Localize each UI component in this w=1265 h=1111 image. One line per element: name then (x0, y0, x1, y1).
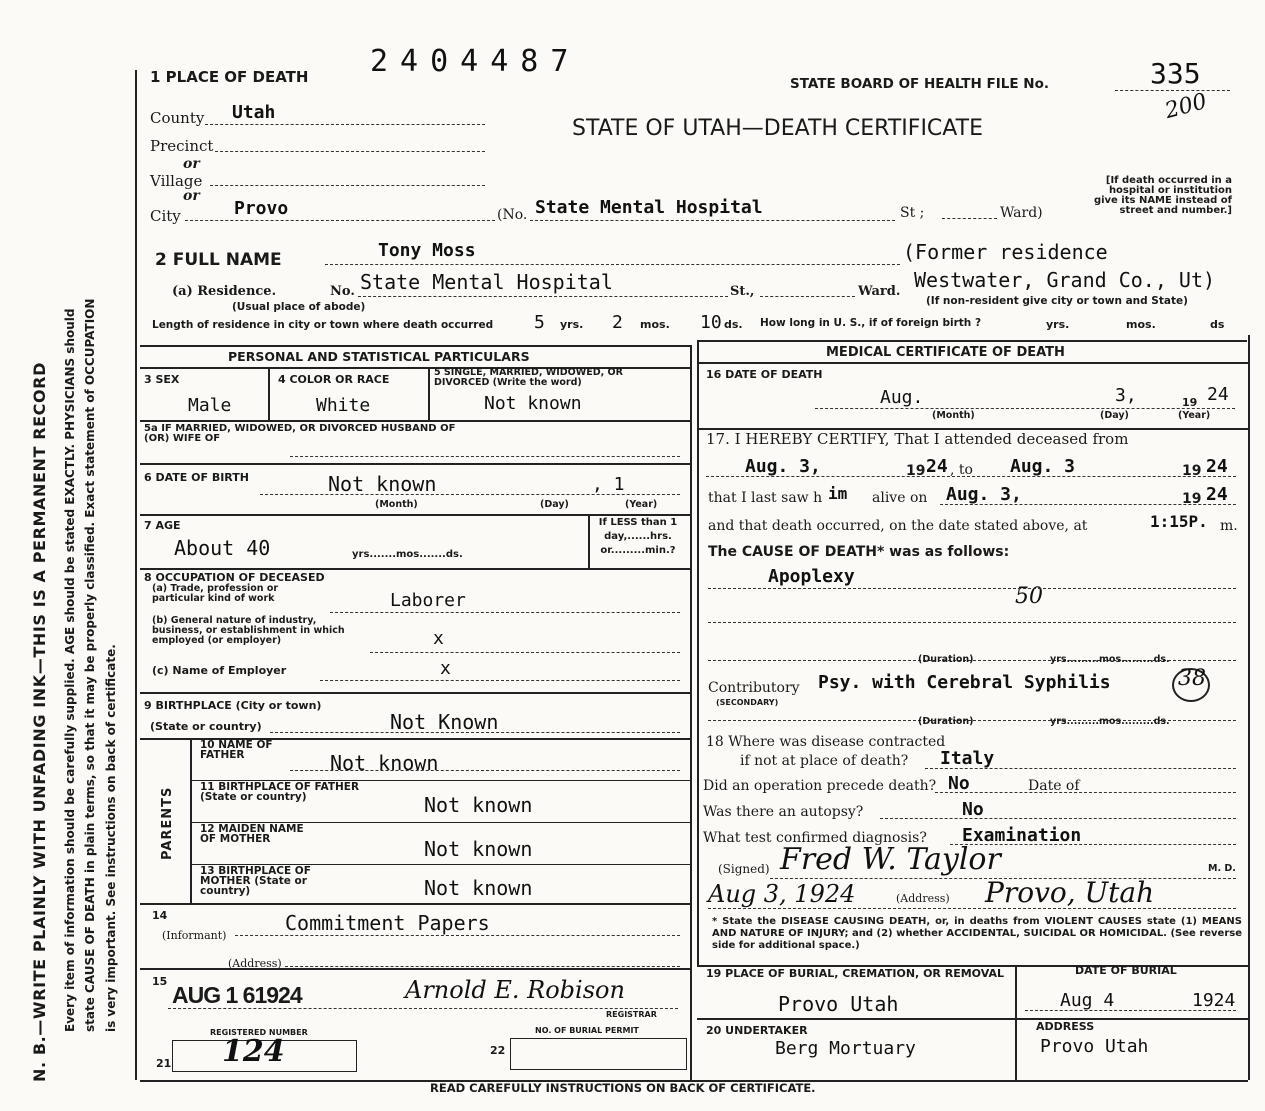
operation-date-label: Date of (1028, 778, 1080, 794)
certify-statement: 17. I HEREBY CERTIFY, That I attended deceased from (706, 430, 1129, 448)
nonresident-note: (If non-resident give city or town and State) (926, 295, 1188, 307)
attended-from: Aug. 3, (745, 456, 821, 477)
test-label: What test confirmed diagnosis? (703, 830, 927, 846)
time-of-death: 1:15P. (1150, 512, 1208, 531)
residence-years: 5 (534, 312, 545, 333)
autopsy-line (880, 818, 1236, 819)
occupation-b-value: x (433, 628, 444, 649)
father-label: 10 NAME OF FATHER (200, 739, 273, 761)
row-line (697, 362, 1248, 364)
ward-line (942, 218, 997, 219)
burial-permit-box (510, 1038, 687, 1070)
registrar-line (168, 1008, 678, 1009)
contrib-duration-units: yrs.........mos.........ds. (1050, 716, 1170, 727)
occupation-value: Laborer (390, 590, 466, 611)
or-label: or (183, 156, 200, 172)
full-name-line (325, 264, 900, 265)
dob-label: 6 DATE OF BIRTH (144, 471, 249, 484)
attended-from-19: 19 (906, 463, 926, 479)
section-divider-top (140, 345, 690, 347)
form-right-border (1248, 335, 1250, 1080)
former-residence-value: Westwater, Grand Co., Ut) (914, 268, 1216, 292)
date-of-death-month: Aug. (880, 387, 924, 408)
father-birthplace-value: Not known (424, 793, 533, 817)
dob-month-caption: (Month) (375, 499, 418, 510)
certificate-title: STATE OF UTAH—DEATH CERTIFICATE (572, 116, 983, 141)
color-value: White (316, 395, 371, 416)
dod-month-caption: (Month) (932, 410, 975, 421)
spouse-line (290, 456, 680, 457)
burial-address-label: ADDRESS (1036, 1020, 1095, 1033)
burial-permit-label: NO. OF BURIAL PERMIT (535, 1026, 639, 1035)
column-divider (690, 345, 692, 1080)
cause-duration-units: yrs.........mos.........ds. (1050, 654, 1170, 665)
autopsy-value: No (962, 799, 984, 820)
usual-abode-note: (Usual place of abode) (232, 301, 366, 313)
father-birthplace-label: 11 BIRTHPLACE OF FATHER (State or country) (200, 781, 360, 803)
informant-number: 14 (152, 909, 168, 922)
filed-number: 15 (152, 975, 168, 988)
date-of-death-day: 3, (1115, 385, 1137, 406)
certificate-number: 2404487 (370, 44, 581, 79)
autopsy-label: Was there an autopsy? (703, 804, 864, 820)
signature-address-label: (Address) (896, 892, 950, 905)
contributory-value: Psy. with Cerebral Syphilis (818, 672, 1111, 693)
physician-signature: Fred W. Taylor (780, 842, 1001, 877)
date-of-death-19: 19 (1182, 396, 1198, 409)
cause-mark: 50 (1015, 584, 1043, 609)
column-divider-right (697, 340, 699, 965)
informant-address-label: (Address) (228, 957, 282, 970)
burial-date-value: Aug 4 (1060, 990, 1115, 1011)
item-22: 22 (490, 1044, 506, 1057)
signed-label: (Signed) (718, 862, 770, 876)
cause-duration-caption: (Duration) (918, 654, 974, 665)
marital-value: Not known (484, 393, 582, 414)
residence-days: 10 (700, 312, 722, 333)
medical-heading: MEDICAL CERTIFICATE OF DEATH (826, 345, 1065, 360)
file-note: 200 (1162, 88, 1210, 125)
informant-address-line (285, 966, 680, 967)
cell-divider (428, 367, 430, 420)
less-than-day-label: If LESS than 1 day,......hrs. or.........min.? (598, 517, 678, 556)
yrs-label: yrs. (560, 318, 584, 331)
file-number: 335 (1150, 57, 1201, 90)
personal-heading: PERSONAL AND STATISTICAL PARTICULARS (228, 349, 530, 364)
operation-value: No (948, 773, 970, 794)
mother-birthplace-label: 13 BIRTHPLACE OF MOTHER (State or country) (200, 865, 311, 897)
margin-instruction-4: is very important. See instructions on back of certificate. (104, 644, 118, 1032)
margin-instruction-2: Every item of information should be carefully supplied. AGE should be stated EXACTLY. PHYSICIANS should (63, 308, 77, 1032)
occupation-b-label: (b) General nature of industry, business, or establishment in which employed (or employer) (152, 615, 345, 646)
attended-to-year: 24 (1206, 456, 1228, 477)
father-value: Not known (330, 751, 439, 775)
date-of-death-year: 24 (1207, 384, 1229, 405)
occupation-line (330, 612, 680, 613)
residence-line (358, 296, 728, 297)
burial-address-value: Provo Utah (1040, 1036, 1149, 1057)
age-label: 7 AGE (144, 519, 181, 532)
residence-no-label: No. (330, 284, 355, 299)
time-suffix: m. (1220, 518, 1238, 534)
former-residence-label: (Former residence (903, 240, 1108, 264)
row-line (140, 420, 690, 422)
precinct-label: Precinct (150, 137, 214, 155)
dod-year-caption: (Year) (1178, 410, 1211, 421)
street-line (530, 220, 895, 221)
form-left-border (135, 70, 137, 1080)
st-label: St ; (900, 205, 925, 221)
cause-of-death-label: The CAUSE OF DEATH* was as follows: (708, 544, 1010, 560)
signature-address: Provo, Utah (985, 876, 1155, 909)
informant-label: (Informant) (162, 929, 227, 942)
city-label: City (150, 207, 181, 225)
where-value: Italy (940, 748, 995, 769)
spouse-label: 5a IF MARRIED, WIDOWED, OR DIVORCED HUSBAND OF (OR) WIFE OF (144, 423, 456, 444)
filed-stamp: AUG 1 61924 (172, 982, 302, 1008)
last-saw-him: im (828, 484, 848, 503)
undertaker-label: 20 UNDERTAKER (706, 1024, 808, 1037)
secondary-caption: (SECONDARY) (716, 698, 779, 707)
village-line (210, 185, 485, 186)
cause-footnote: * State the DISEASE CAUSING DEATH, or, in deaths from VIOLENT CAUSES state (1) MEANS AND NATURE OF INJURY; and (2) whether ACCIDENTAL, SUICIDAL OR HOMICIDAL. (See reverse side for additional space.) (712, 916, 1242, 951)
parents-divider (190, 738, 192, 903)
informant-value: Commitment Papers (285, 911, 490, 935)
burial-place-label: 19 PLACE OF BURIAL, CREMATION, OR REMOVAL (706, 967, 1004, 980)
age-units: yrs.......mos.......ds. (352, 549, 463, 560)
or-label: or (183, 188, 200, 204)
attended-to: Aug. 3 (1010, 456, 1076, 477)
city-line (185, 220, 495, 221)
registrar-label: REGISTRAR (606, 1010, 657, 1019)
hospital-note: [If death occurred in a hospital or institution give its NAME instead of street and number.] (1093, 175, 1232, 216)
mos-label: mos. (640, 318, 670, 331)
informant-line (235, 935, 680, 936)
alive-on-label: alive on (872, 490, 928, 506)
dod-day-caption: (Day) (1100, 410, 1129, 421)
color-label: 4 COLOR OR RACE (278, 373, 390, 386)
sex-value: Male (188, 395, 232, 416)
where-contracted-label: 18 Where was disease contracted (706, 734, 946, 750)
mother-label: 12 MAIDEN NAME OF MOTHER (200, 823, 304, 845)
mother-value: Not known (424, 837, 533, 861)
footer-instruction: READ CAREFULLY INSTRUCTIONS ON BACK OF CERTIFICATE. (430, 1081, 816, 1095)
cell-divider (1015, 965, 1017, 1080)
if-not-at-place-label: if not at place of death? (740, 753, 909, 769)
place-of-death-label: 1 PLACE OF DEATH (150, 68, 309, 86)
length-of-residence-label: Length of residence in city or town where death occurred (152, 319, 494, 331)
street-value: State Mental Hospital (535, 197, 763, 218)
ward-label: Ward) (1000, 205, 1043, 221)
dob-year-caption: (Year) (625, 499, 658, 510)
age-value: About 40 (174, 536, 271, 560)
county-value: Utah (232, 102, 276, 123)
death-occurred-label: and that death occurred, on the date stated above, at (708, 518, 1088, 534)
birthplace-label: 9 BIRTHPLACE (City or town) (144, 699, 322, 712)
attended-to-19: 19 (1182, 463, 1202, 479)
contributory-label: Contributory (708, 680, 800, 696)
residence-st-label: St., (730, 284, 755, 299)
village-label: Village (150, 172, 203, 190)
contrib-duration-caption: (Duration) (918, 716, 974, 727)
dob-value: Not known (328, 472, 437, 496)
occupation-a-label: (a) Trade, profession or particular kind of work (152, 583, 279, 604)
row-line (697, 1018, 1248, 1020)
cell-divider (588, 514, 590, 568)
last-saw-year: 24 (1206, 484, 1228, 505)
registered-number-label: REGISTERED NUMBER (210, 1028, 308, 1037)
date-of-death-line (815, 408, 1235, 409)
city-value: Provo (234, 198, 289, 219)
item-21: 21 (156, 1057, 172, 1070)
row-line (140, 463, 690, 465)
residence-ward-label: Ward. (858, 284, 901, 299)
residence-value: State Mental Hospital (360, 270, 613, 294)
operation-label: Did an operation precede death? (703, 778, 937, 794)
us-residence-label: How long in U. S., if of foreign birth ? (760, 317, 982, 329)
address-line (708, 908, 1236, 909)
us-mos-label: mos. (1126, 318, 1156, 331)
registered-number-value: 124 (222, 1034, 285, 1069)
residence-ward-line (760, 296, 855, 297)
cause-line-2 (708, 622, 1236, 623)
circled-code-value: 38 (1178, 666, 1206, 691)
test-value: Examination (962, 825, 1082, 846)
registrar-signature: Arnold E. Robison (405, 976, 625, 1004)
undertaker-value: Berg Mortuary (775, 1038, 916, 1059)
full-name-label: 2 FULL NAME (155, 250, 282, 270)
dob-day-caption: (Day) (540, 499, 569, 510)
signature-date: Aug 3, 1924 (708, 880, 856, 908)
us-ds-label: ds (1210, 318, 1225, 331)
cell-divider (268, 367, 270, 420)
occupation-b-line (370, 652, 680, 653)
burial-date-label: DATE OF BURIAL (1075, 964, 1177, 977)
row-line (140, 568, 690, 570)
dob-year-prefix: , 1 (592, 474, 625, 495)
last-saw-label: that I last saw h (708, 490, 823, 506)
md-label: M. D. (1208, 863, 1236, 874)
occupation-label: 8 OCCUPATION OF DECEASED (144, 571, 325, 584)
to-label: , to (950, 462, 973, 478)
us-yrs-label: yrs. (1046, 318, 1070, 331)
mother-birthplace-value: Not known (424, 876, 533, 900)
row-line (140, 903, 690, 905)
employer-value: x (440, 658, 451, 679)
residence-months: 2 (612, 312, 623, 333)
birthplace-state-caption: (State or country) (150, 720, 262, 733)
employer-label: (c) Name of Employer (152, 664, 287, 677)
county-line (205, 124, 485, 125)
burial-place-value: Provo Utah (778, 992, 899, 1016)
ds-label: ds. (724, 318, 743, 331)
full-name-value: Tony Moss (378, 240, 476, 261)
section-divider-top-right (697, 340, 1247, 342)
last-saw-19: 19 (1182, 491, 1202, 507)
employer-line (320, 680, 680, 681)
cause-line-1 (708, 588, 1236, 589)
sex-label: 3 SEX (144, 373, 180, 386)
date-of-death-label: 16 DATE OF DEATH (706, 368, 823, 381)
row-line (140, 968, 690, 970)
attended-from-year: 24 (926, 456, 948, 477)
burial-year-value: 1924 (1192, 990, 1236, 1011)
row-line (140, 692, 690, 694)
residence-label: (a) Residence. (172, 284, 277, 299)
precinct-line (215, 151, 485, 152)
cause-of-death-value: Apoplexy (768, 566, 855, 587)
marital-label: 5 SINGLE, MARRIED, WIDOWED, OR DIVORCED (Write the word) (434, 367, 623, 388)
parents-label: PARENTS (160, 786, 175, 860)
birthplace-value: Not Known (390, 710, 499, 734)
no-label: (No. (497, 207, 528, 223)
margin-instruction-3: state CAUSE OF DEATH in plain terms, so that it may be properly classified. Exact statement of OCCUPATION (83, 298, 97, 1032)
margin-instruction-main: N. B.—WRITE PLAINLY WITH UNFADING INK—THIS IS A PERMANENT RECORD (30, 362, 49, 1082)
file-no-line (1115, 90, 1230, 91)
county-label: County (150, 109, 205, 127)
file-no-label: STATE BOARD OF HEALTH FILE No. (790, 76, 1049, 92)
operation-line (935, 792, 1236, 793)
last-saw-date: Aug. 3, (946, 484, 1022, 505)
